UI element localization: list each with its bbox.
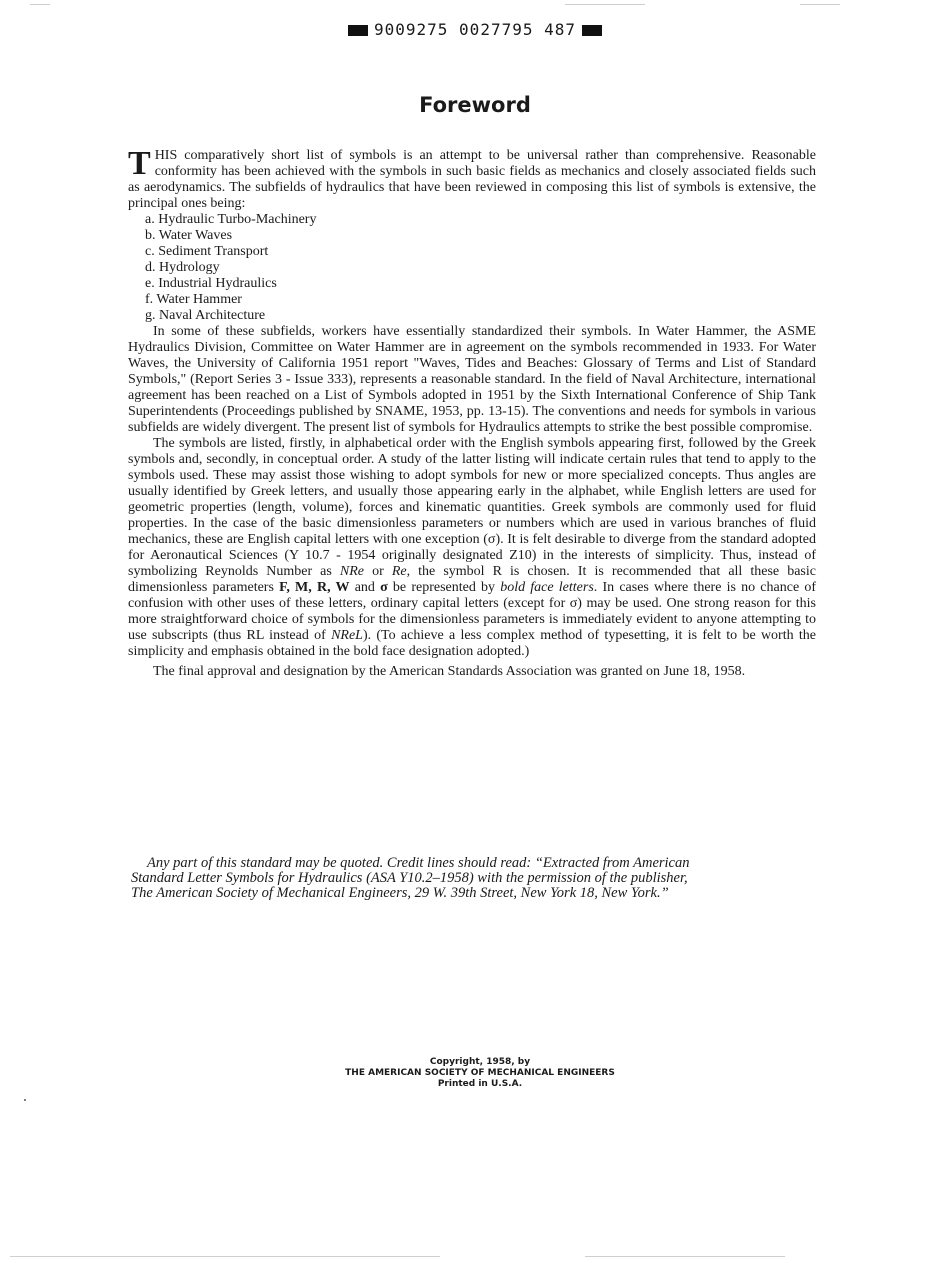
- page-title: Foreword: [419, 93, 531, 117]
- paragraph-text: . In cases where there is no chance of confusion with other uses of these letters, ordinary capital letters (except for σ) may be used. One strong reason for this more straightforward choice of symbols for the dimensionless parameters is immediately evident to anyone attempting to use subscripts (thus: [128, 580, 817, 643]
- copyright-printed: Printed in U.S.A.: [437, 1079, 523, 1089]
- paragraph-text: The symbols are listed, firstly, in alphabetical order with the English symbols appearing first, followed by the Greek symbols and, secondly, in conceptual order. A study of the latter listing will indicate certain rules that tend to apply to the symbols used. These may assist those wishing to adopt symbols for new or more specialized concepts. Thus angles are usually identified by Greek letters, and usually those appearing early in the alphabet, while English letters are used for geometric properties (length, volume), forces and kinematic quantities. Greek symbols are commonly used for fluid properties. In the case of the basic dimensionless parameters or numbers which are used in various branches of fluid mechanics, these are English capital letters with one exception (σ). It is felt desirable to diverge from the standard adopted for Aeronautical Sciences (Y 10.7 - 1954 originally designated Z10) in the interests of simplicity. Thus, instead of symbolizing Reynolds Number as: [128, 436, 816, 579]
- bottom-scan-rule-left: [10, 1256, 440, 1257]
- top-scan-rule-mid: [565, 4, 645, 5]
- barcode-block-left: [348, 25, 368, 36]
- notice-line: The American Society of Mechanical Engineers, 29 W. 39th Street, New York 18, New York.”: [131, 885, 669, 901]
- list-item: g. Naval Architecture: [145, 308, 266, 323]
- bold-parameters: F, M, R, W: [279, 580, 350, 595]
- top-scan-rule-left: [30, 4, 50, 5]
- list-item: f. Water Hammer: [145, 292, 242, 307]
- bold-sigma: σ: [380, 580, 388, 595]
- quotation-notice: [131, 856, 817, 901]
- italic-bold-face: bold face letters: [500, 580, 594, 595]
- drop-cap: T: [128, 145, 151, 182]
- top-scan-rule-right: [800, 4, 840, 5]
- copyright-publisher: THE AMERICAN SOCIETY OF MECHANICAL ENGINEERS: [345, 1068, 615, 1078]
- paragraph-text: instead of: [263, 628, 332, 643]
- copyright-block: [0, 1057, 950, 1090]
- paragraph-text: ). (To achieve a less complex method of typesetting, it is felt to be worth the simplicity and emphasis obtained in the bold face designation adopted.): [128, 628, 816, 659]
- barcode-number: 9009275 0027795 487: [373, 20, 577, 39]
- paragraph-subfield-standards: In some of these subfields, workers have essentially standardized their symbols. In Water Hammer, the ASME Hydraulics Division, Committee on Water Hammer are in agreement on the symbols recommended in 1933. For Water Waves, the University of California 1951 report "Waves, Tides and Beaches: Glossary of Terms and List of Standard Symbols," (Report Series 3 - Issue 333), represents a reasonable standard. In the field of Naval Architecture, international agreement has been reached on a List of Symbols adopted in 1951 by the Sixth International Conference of Ship Tank Superintendents (Proceedings published by SNAME, 1953, pp. 13-15). The conventions and needs for symbols in various subfields are widely divergent. The present list of symbols for Hydraulics attempts to strike the best possible compromise.: [128, 324, 816, 435]
- intro-paragraph: [128, 145, 816, 212]
- notice-line: Standard Letter Symbols for Hydraulics (ASA Y10.2–1958) with the permission of the publisher,: [131, 870, 688, 886]
- document-id-barcode: [0, 20, 950, 39]
- paragraph-text: or: [364, 564, 392, 579]
- list-item: a. Hydraulic Turbo-Machinery: [145, 212, 317, 227]
- list-item: c. Sediment Transport: [145, 244, 269, 259]
- list-item: d. Hydrology: [145, 260, 220, 275]
- symbol-rl: RL: [246, 628, 264, 643]
- paragraph-final-approval: The final approval and designation by the American Standards Association was granted on June 18, 1958.: [153, 664, 746, 679]
- copyright-line: Copyright, 1958, by: [429, 1057, 531, 1067]
- notice-line: Any part of this standard may be quoted. Credit lines should read: “Extracted from American: [147, 855, 690, 871]
- intro-text: HIS comparatively short list of symbols is an attempt to be universal rather than comprehensive. Reasonable conformity has been achieved with the symbols in such basic fields as mechanics and closely associated fields such as aerodynamics. The subfields of hydraulics that have been reviewed in composing this list of symbols is extensive, the principal ones being:: [128, 148, 816, 211]
- paragraph-text: and: [349, 580, 381, 595]
- paragraph-symbol-order: [128, 436, 816, 660]
- subfield-list: [145, 212, 816, 324]
- paragraph-text: , the symbol R is chosen. It is recommended that all these basic dimensionless parameters: [128, 564, 816, 595]
- symbol-nrel: NReL: [331, 628, 363, 643]
- foreword-body: [128, 145, 817, 680]
- list-item: b. Water Waves: [145, 228, 233, 243]
- list-item: e. Industrial Hydraulics: [145, 276, 277, 291]
- bottom-scan-rule-right: [585, 1256, 785, 1257]
- scan-speck: [24, 1099, 26, 1101]
- symbol-nre: NRe: [339, 564, 365, 579]
- symbol-re: Re: [391, 564, 407, 579]
- barcode-block-right: [582, 25, 602, 36]
- paragraph-text: be represented by: [387, 580, 501, 595]
